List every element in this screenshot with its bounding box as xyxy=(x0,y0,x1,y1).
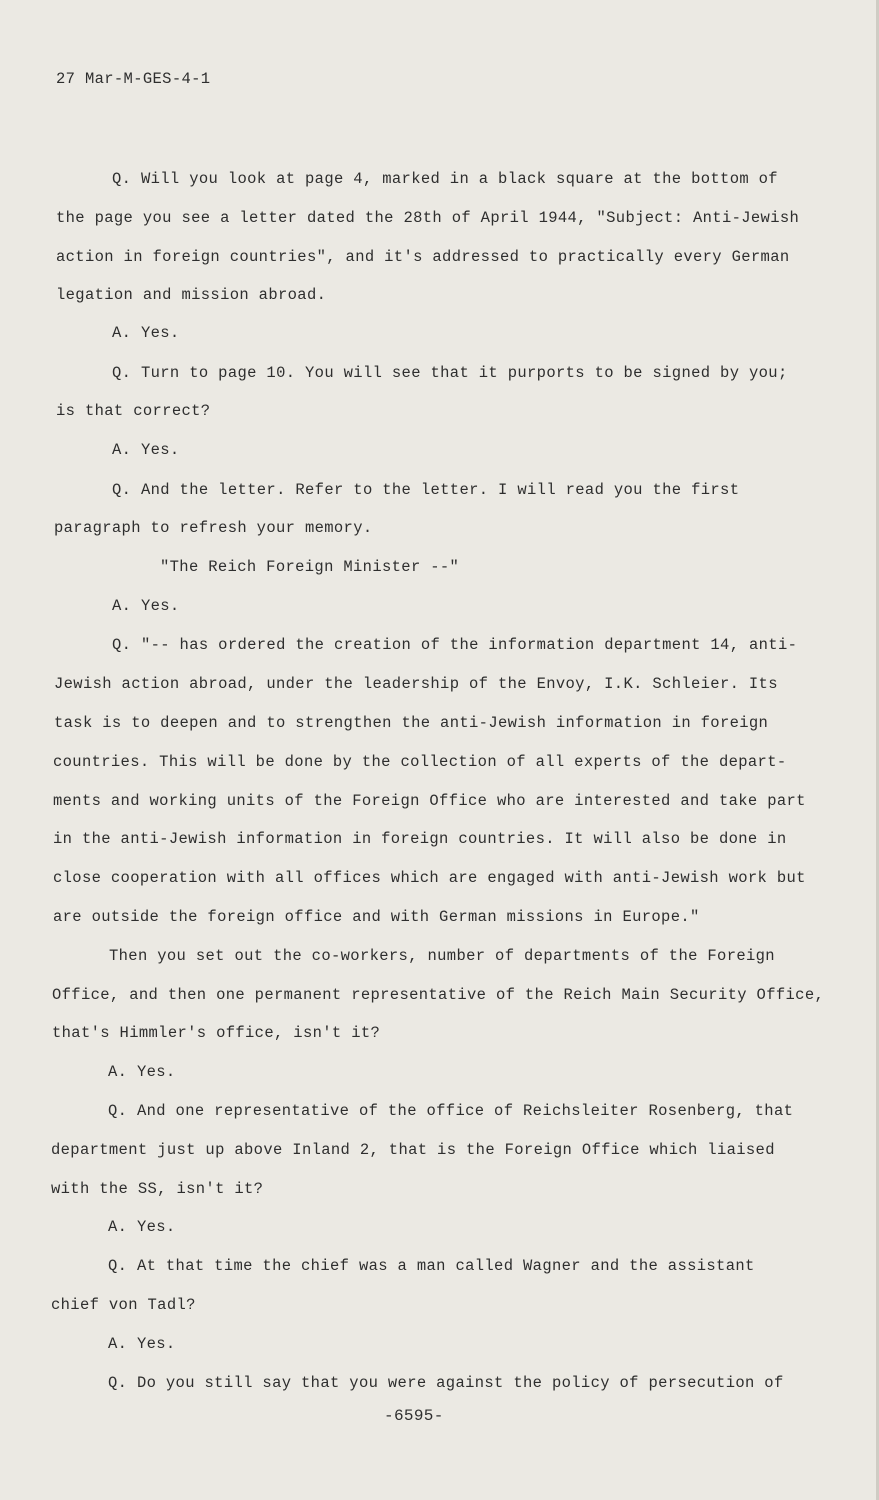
transcript-line: A. Yes. xyxy=(112,441,180,459)
transcript-line: Q. And the letter. Refer to the letter. I will read you the first xyxy=(112,481,740,499)
transcript-line: A. Yes. xyxy=(108,1218,176,1236)
transcript-line: Q. Do you still say that you were against the policy of persecution of xyxy=(108,1374,784,1392)
transcript-line: chief von Tadl? xyxy=(51,1296,196,1314)
page-number: -6595- xyxy=(384,1407,444,1425)
transcript-line: task is to deepen and to strengthen the anti-Jewish information in foreign xyxy=(54,714,769,732)
transcript-line: Then you set out the co-workers, number of departments of the Foreign xyxy=(109,947,775,965)
transcript-line: Q. "-- has ordered the creation of the information department 14, anti- xyxy=(112,636,798,654)
transcript-line: A. Yes. xyxy=(108,1335,176,1353)
transcript-line: with the SS, isn't it? xyxy=(51,1180,264,1198)
transcript-line: that's Himmler's office, isn't it? xyxy=(52,1024,381,1042)
transcript-line: department just up above Inland 2, that is the Foreign Office which liaised xyxy=(51,1141,775,1159)
transcript-line: are outside the foreign office and with German missions in Europe." xyxy=(53,908,700,926)
transcript-line: ments and working units of the Foreign Office who are interested and take part xyxy=(53,792,806,810)
transcript-line: Q. Will you look at page 4, marked in a black square at the bottom of xyxy=(112,170,778,188)
transcript-line: Office, and then one permanent representative of the Reich Main Security Office, xyxy=(52,986,825,1004)
transcript-line: Jewish action abroad, under the leadership of the Envoy, I.K. Schleier. Its xyxy=(54,675,778,693)
transcript-line: in the anti-Jewish information in foreign countries. It will also be done in xyxy=(53,830,787,848)
transcript-line: the page you see a letter dated the 28th of April 1944, "Subject: Anti-Jewish xyxy=(56,209,800,227)
transcript-line: action in foreign countries", and it's addressed to practically every German xyxy=(56,248,790,266)
transcript-line: A. Yes. xyxy=(112,597,180,615)
transcript-line: A. Yes. xyxy=(112,324,180,342)
transcript-line: legation and mission abroad. xyxy=(56,286,327,304)
transcript-line: Q. At that time the chief was a man called Wagner and the assistant xyxy=(108,1257,755,1275)
transcript-line: close cooperation with all offices which are engaged with anti-Jewish work but xyxy=(53,869,806,887)
document-header: 27 Mar-M-GES-4-1 xyxy=(56,70,211,88)
transcript-line: is that correct? xyxy=(56,402,211,420)
transcript-line: countries. This will be done by the collection of all experts of the depart- xyxy=(53,753,787,771)
transcript-line: paragraph to refresh your memory. xyxy=(54,519,373,537)
transcript-line: Q. Turn to page 10. You will see that it purports to be signed by you; xyxy=(112,364,788,382)
transcript-line: Q. And one representative of the office of Reichsleiter Rosenberg, that xyxy=(108,1102,794,1120)
transcript-line: "The Reich Foreign Minister --" xyxy=(160,558,460,576)
transcript-line: A. Yes. xyxy=(108,1063,176,1081)
